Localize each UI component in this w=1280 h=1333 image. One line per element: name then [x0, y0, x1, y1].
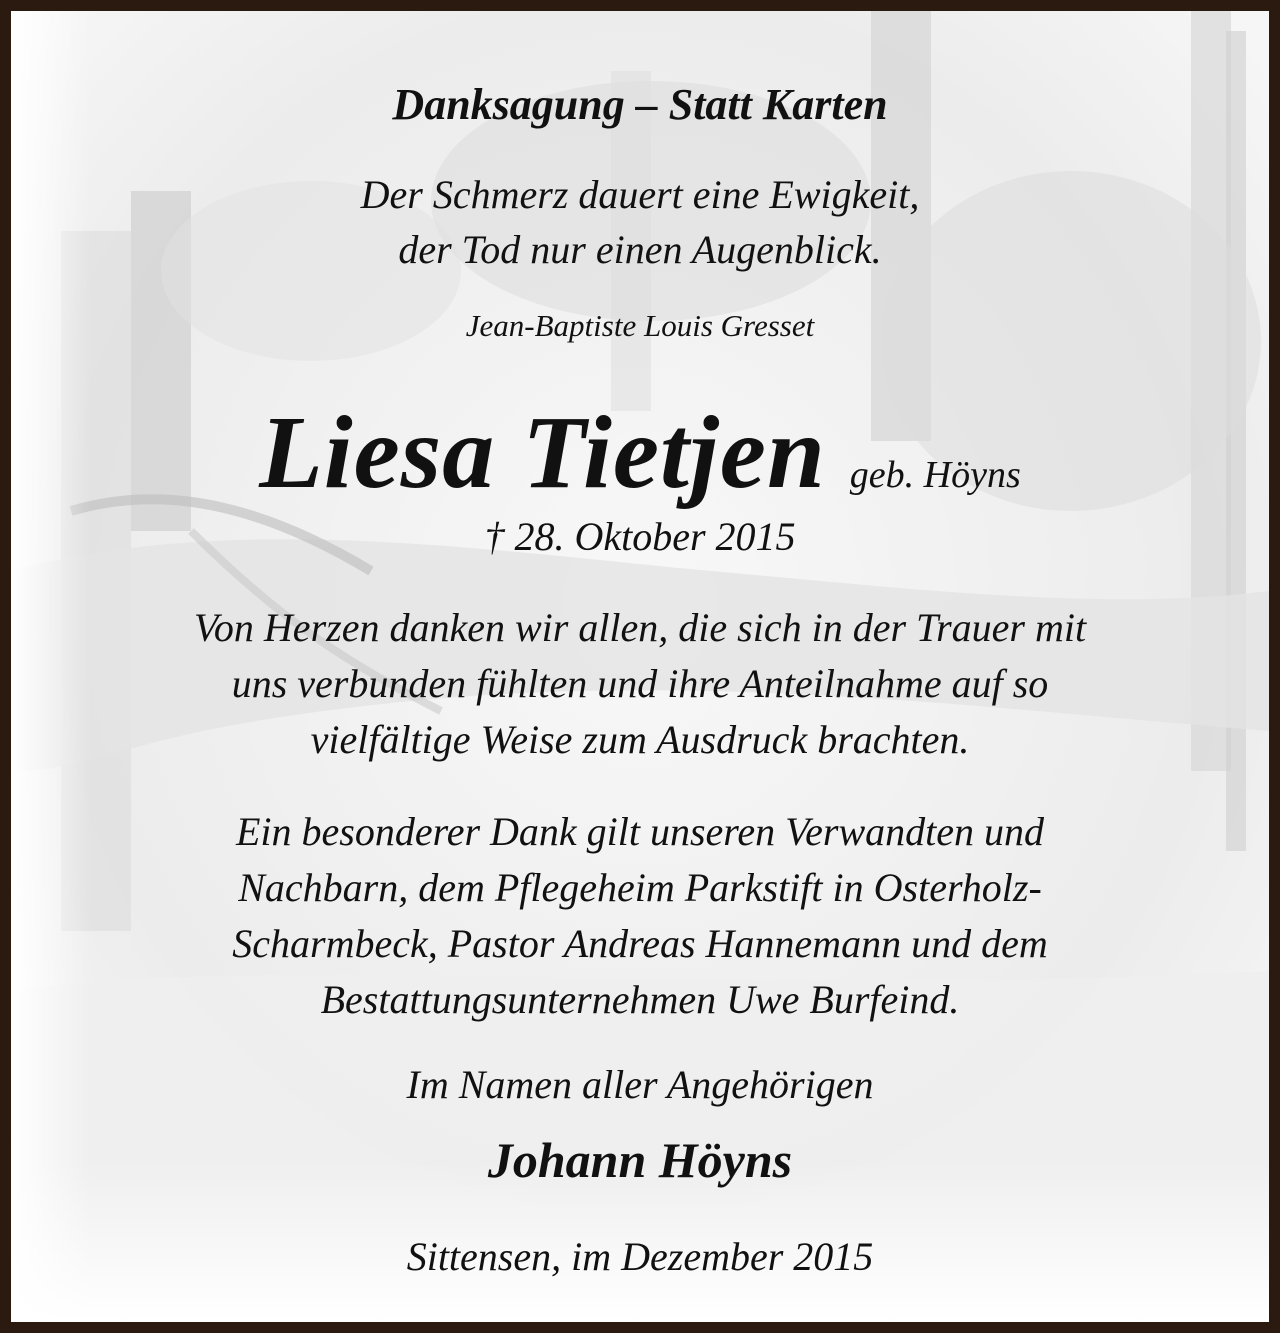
thanks-line: vielfältige Weise zum Ausdruck brachten. — [310, 717, 970, 762]
quote-line: der Tod nur einen Augenblick. — [398, 227, 882, 272]
special-thanks-line: Bestattungsunternehmen Uwe Burfeind. — [320, 977, 960, 1022]
special-thanks-line: Nachbarn, dem Pflegeheim Parkstift in Osterholz- — [238, 865, 1042, 910]
sign-intro: Im Namen aller Angehörigen — [406, 1062, 874, 1107]
place-date: Sittensen, im Dezember 2015 — [406, 1234, 874, 1279]
notice-content — [11, 11, 1269, 1322]
deceased-name: Liesa Tietjen — [259, 395, 826, 510]
deceased-name-row — [11, 393, 1269, 513]
quote-author: Jean-Baptiste Louis Gresset — [465, 308, 815, 343]
special-thanks-line: Ein besonderer Dank gilt unseren Verwandten und — [235, 809, 1045, 854]
obituary-card — [11, 11, 1269, 1322]
thanks-line: Von Herzen danken wir allen, die sich in der Trauer mit — [193, 605, 1087, 650]
thanks-line: uns verbunden fühlten und ihre Anteilnahme auf so — [231, 661, 1049, 706]
death-date: † 28. Oktober 2015 — [484, 514, 796, 559]
birth-name: geb. Höyns — [849, 454, 1021, 496]
quote-line: Der Schmerz dauert eine Ewigkeit, — [360, 172, 920, 217]
notice-heading: Danksagung – Statt Karten — [392, 80, 888, 129]
signer-name: Johann Höyns — [487, 1132, 793, 1188]
special-thanks-line: Scharmbeck, Pastor Andreas Hannemann und dem — [232, 921, 1048, 966]
